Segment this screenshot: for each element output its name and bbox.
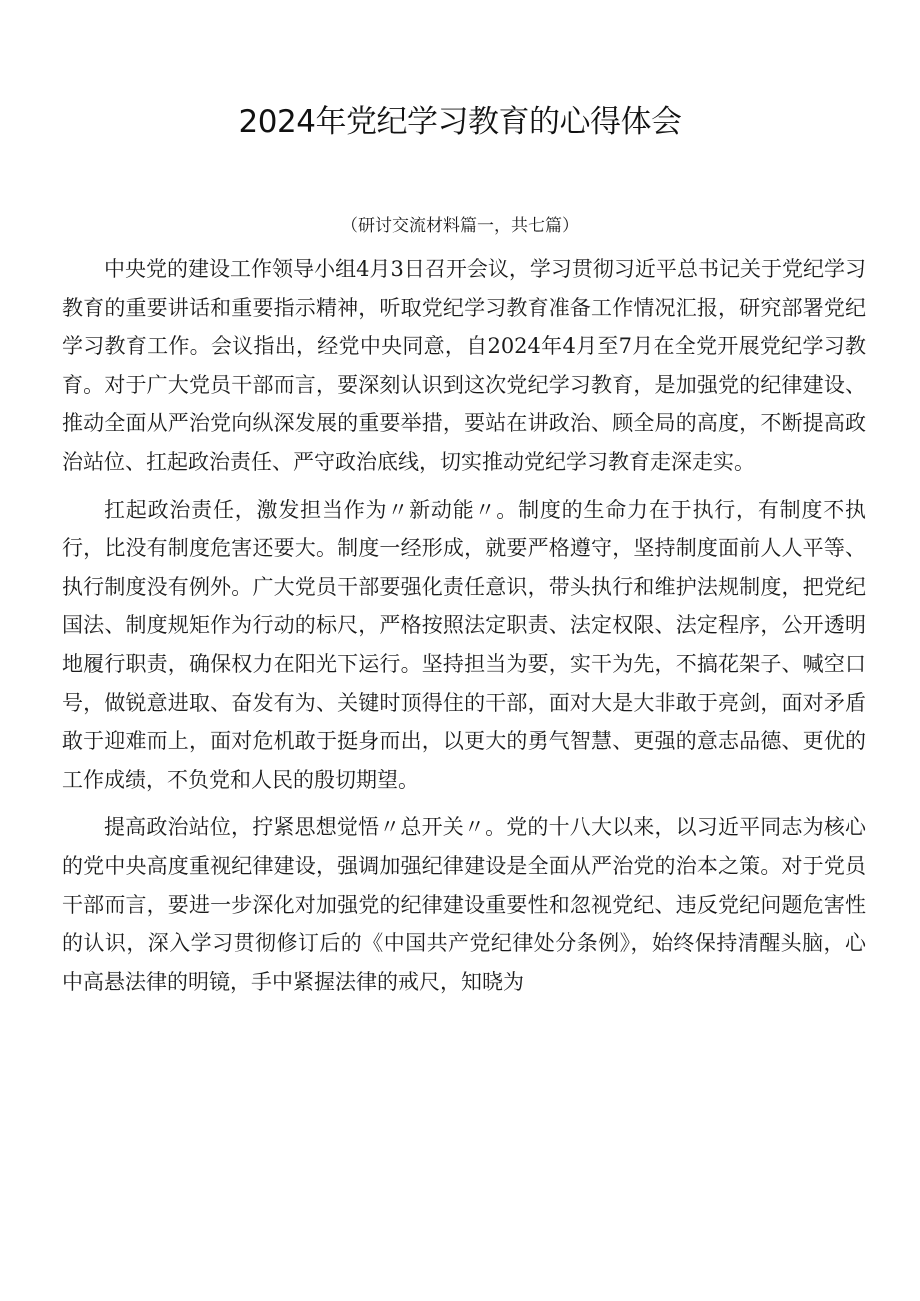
paragraph-3: 提高政治站位，拧紧思想觉悟〃总开关〃。党的十八大以来，以习近平同志为核心的党中央高度重视纪律建设，强调加强纪律建设是全面从严治党的治本之策。对于党员干部而言，要进一步深化对加强党的纪律建设重要性和忽视党纪、违反党纪问题危害性的认识，深入学习贯彻修订后的《中国共产党纪律处分条例》，始终保持清醒头脑，心中高悬法律的明镜，手中紧握法律的戒尺，知晓为 xyxy=(62,815,866,994)
paragraph-1: 中央党的建设工作领导小组4月3日召开会议，学习贯彻习近平总书记关于党纪学习教育的重要讲话和重要指示精神，听取党纪学习教育准备工作情况汇报，研究部署党纪学习教育工作。会议指出，经党中央同意，自2024年4月至7月在全党开展党纪学习教育。对于广大党员干部而言，要深刻认识到这次党纪学习教育，是加强党的纪律建设、推动全面从严治党向纵深发展的重要举措，要站在讲政治、顾全局的高度，不断提高政治站位、扛起政治责任、严守政治底线，切实推动党纪学习教育走深走实。 xyxy=(62,257,866,474)
document-subtitle: （研讨交流材料篇一，共七篇） xyxy=(341,216,579,236)
paragraph-2: 扛起政治责任，激发担当作为〃新动能〃。制度的生命力在于执行，有制度不执行，比没有制度危害还要大。制度一经形成，就要严格遵守，坚持制度面前人人平等、执行制度没有例外。广大党员干部要强化责任意识，带头执行和维护法规制度，把党纪国法、制度规矩作为行动的标尺，严格按照法定职责、法定权限、法定程序，公开透明地履行职责，确保权力在阳光下运行。坚持担当为要，实干为先，不搞花架子、喊空口号，做锐意进取、奋发有为、关键时顶得住的干部，面对大是大非敢于亮剑，面对矛盾敢于迎难而上，面对危机敢于挺身而出，以更大的勇气智慧、更强的意志品德、更优的工作成绩，不负党和人民的殷切期望。 xyxy=(62,497,866,792)
document-title: 2024年党纪学习教育的心得体会 xyxy=(238,104,682,140)
document-body xyxy=(62,250,866,1010)
